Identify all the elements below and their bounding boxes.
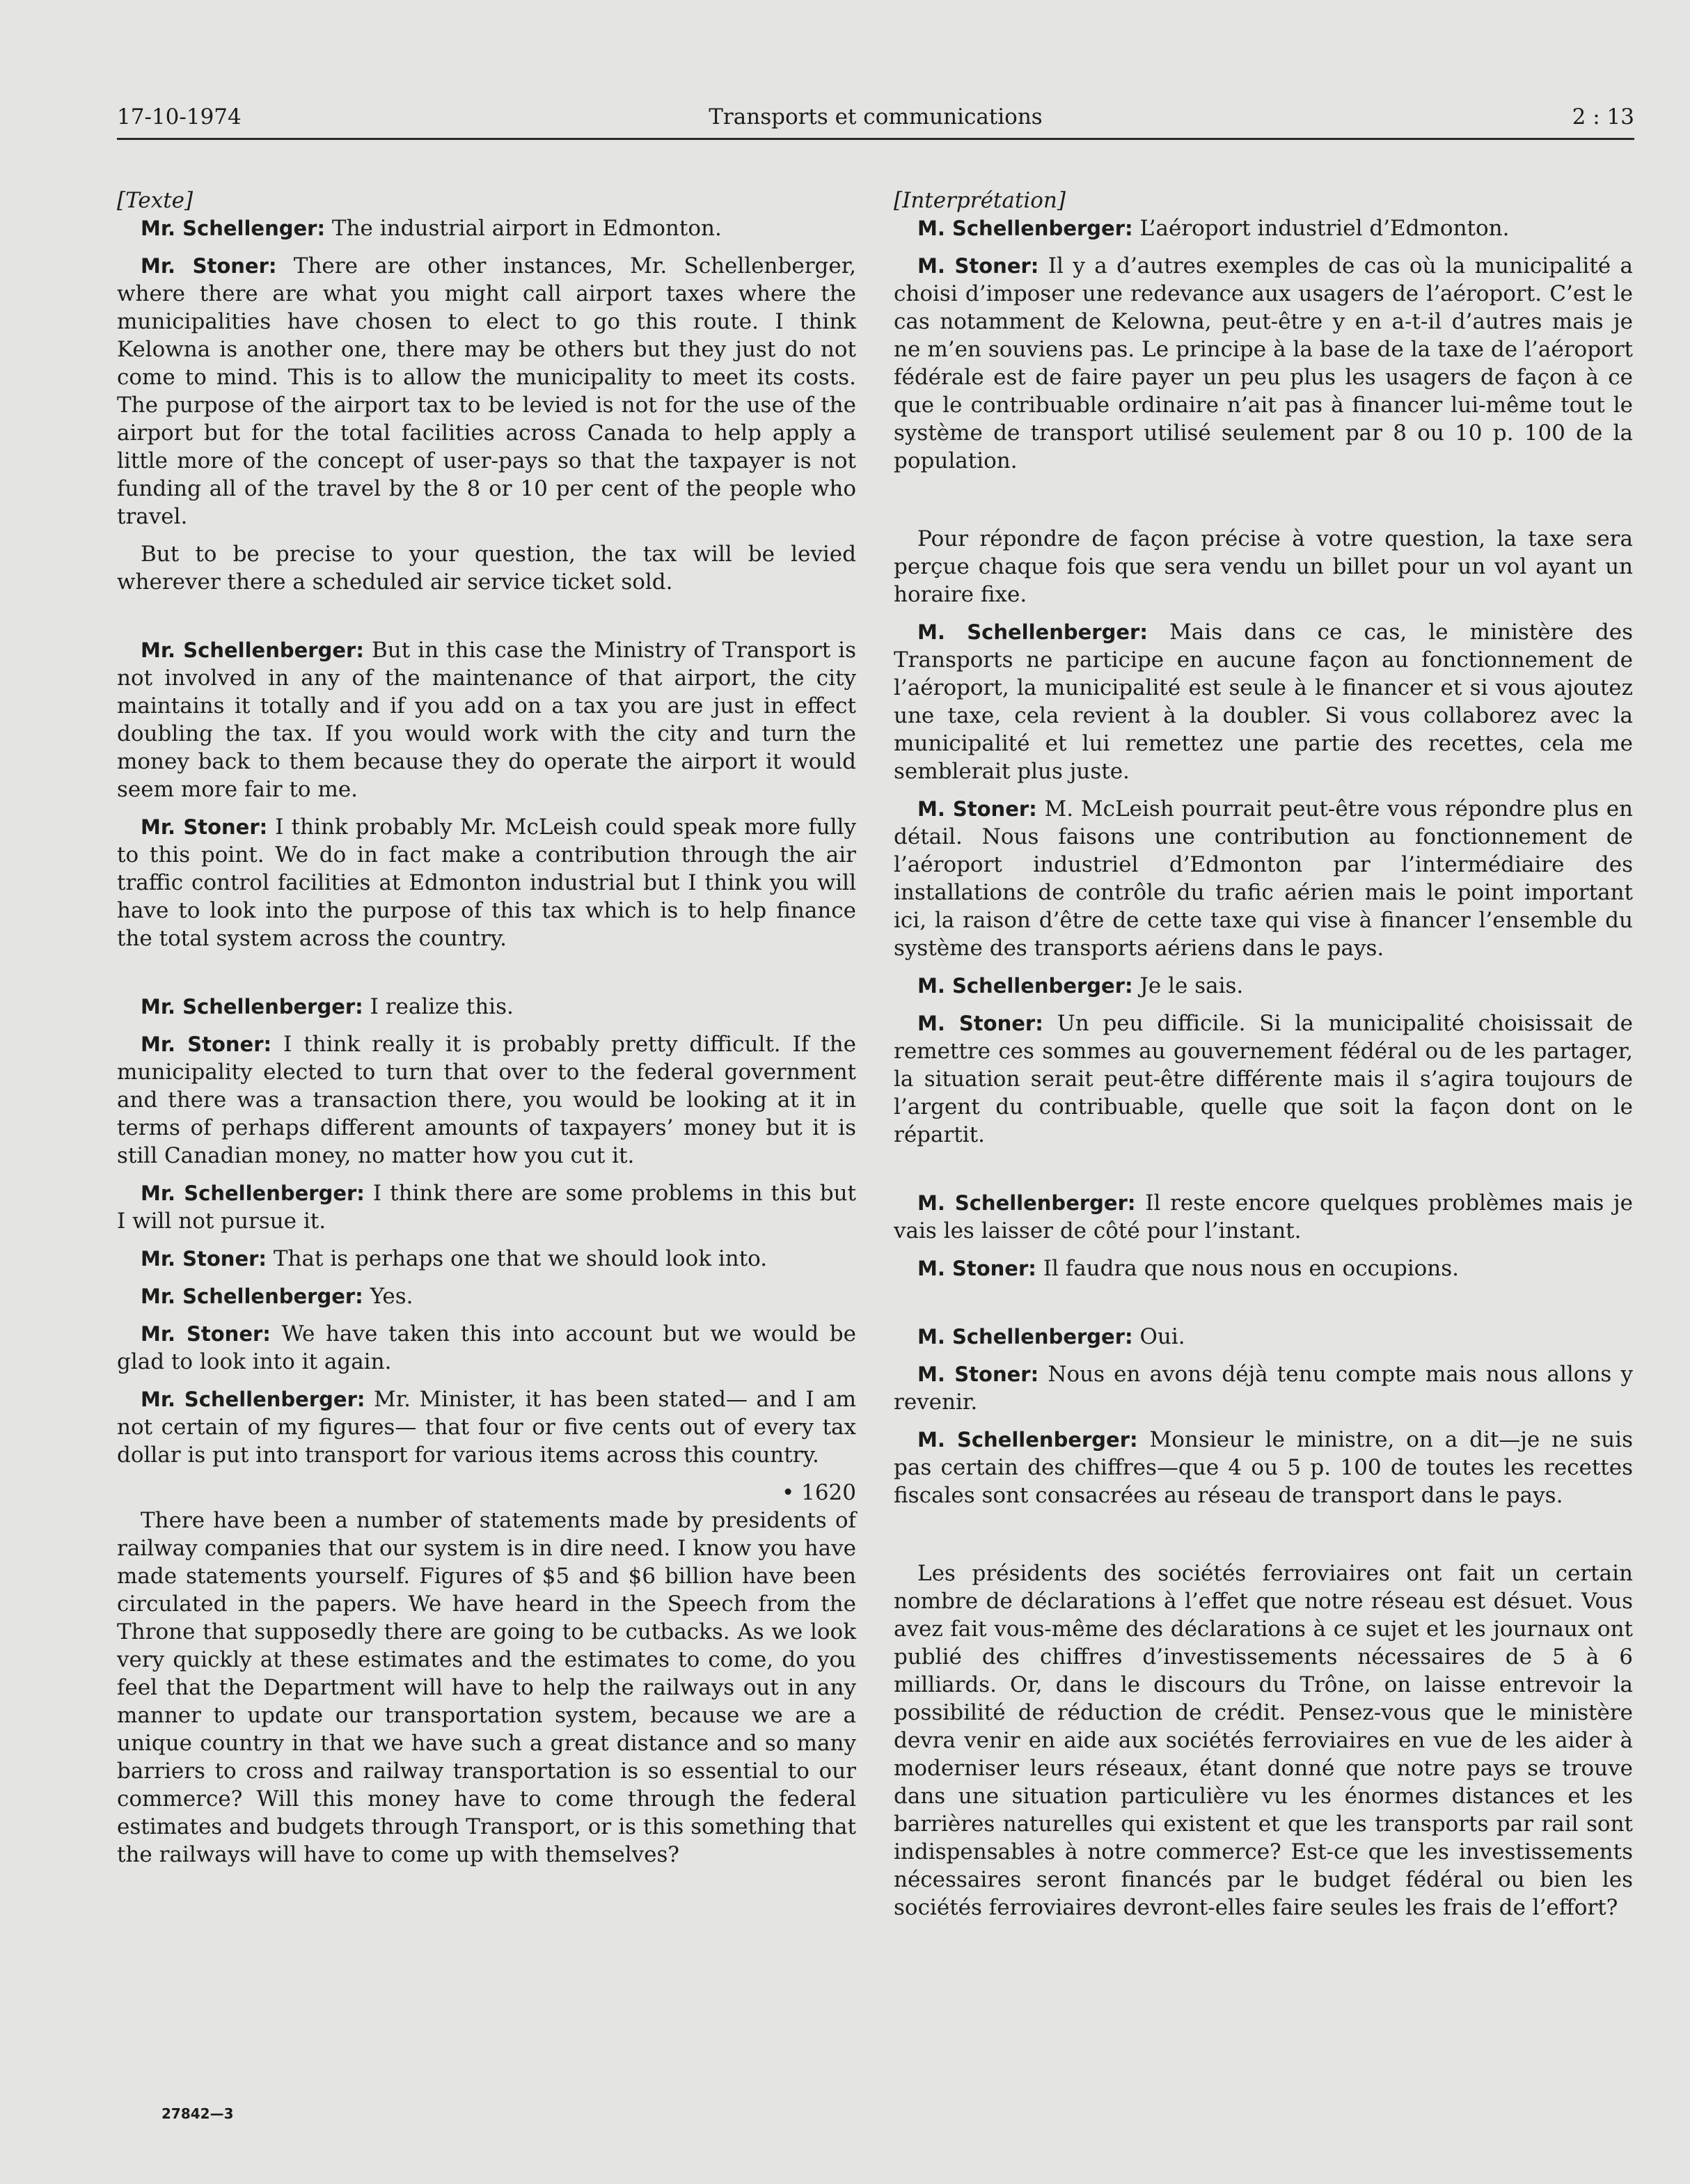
paragraph [894,795,1633,962]
speech-text: We have taken this into account but we would be glad to look into it again. [117,1321,856,1374]
speaker-name: Mr. Schellenger: [141,217,326,240]
speech-text: The industrial airport in Edmonton. [325,216,722,241]
speech-text: There are other instances, Mr. Schellenberger, where there are what you might call airport taxes where the municipalities have chosen to elect to go this route. I think Kelowna is another one, there may be others but they just do not come to mind. This is to allow the municipality to meet its costs. The purpose of the airport tax to be levied is not for the use of the airport but for the total facilities across Canada to help apply a little more of the concept of user-pays so that the taxpayer is not funding all of the travel by the 8 or 10 per cent of the people who travel. [117,253,856,529]
header-page-number: 2 : 13 [1572,104,1634,129]
paragraph [117,1245,856,1273]
paragraph [894,1323,1633,1351]
paragraph [894,252,1633,475]
speaker-name: M. Schellenberger: [917,1191,1136,1215]
speaker-name: M. Schellenberger: [917,1325,1133,1349]
speaker-name: M. Stoner: [917,254,1039,278]
speaker-name: M. Schellenberger: [917,620,1148,644]
page-header [117,104,1634,136]
speech-text: Un peu difficile. Si la municipalité choisissait de remettre ces sommes au gouvernement fédéral ou de les partager, la situation serait peut-être différente mais il s’agira toujours de l’argent du contribuable, quelle que soit la façon dont on le répartit. [894,1011,1634,1147]
paragraph [894,1255,1633,1282]
speech-text: Il faudra que nous nous en occupions. [1036,1256,1460,1281]
speech-text: But in this case the Ministry of Transport is not involved in any of the maintenance of that airport, the city maintains it totally and if you add on a tax you are just in effect doubling the tax. If you would work with the city and turn the money back to them because they do operate the airport it would seem more fair to me. [117,638,857,802]
french-column [894,187,1633,1922]
speech-text: I think probably Mr. McLeish could speak more fully to this point. We do in fact make a contribution through the air traffic control facilities at Edmonton industrial but I think you will have to look into the purpose of this tax which is to help finance the total system across the country. [117,815,856,951]
speech-text: Mr. Minister, it has been stated— and I am not certain of my figures— that four or five cents out of every tax dollar is put into transport for various items across this country. [117,1387,856,1468]
speaker-name: M. Stoner: [917,797,1037,821]
speech-text: M. McLeish pourrait peut-être vous répondre plus en détail. Nous faisons une contribution au fonctionnement de l’aéroport industriel d’Edmonton par l’intermédiaire des installations de contrôle du trafic aérien mais le point important ici, la raison d’être de cette taxe qui vise à financer l’ensemble du système des transports aériens dans le pays. [894,796,1633,961]
paragraph [117,1385,856,1469]
paragraph [117,636,856,803]
speech-text: Yes. [363,1284,413,1309]
speaker-name: Mr. Stoner: [141,815,268,839]
paragraph [117,214,856,242]
paragraph [894,1426,1633,1509]
paragraph [894,214,1633,242]
column-heading: [Interprétation] [894,188,1066,213]
paragraph [894,618,1633,785]
header-title: Transports et communications [709,104,1043,129]
paragraph [894,1360,1633,1416]
paragraph [117,1320,856,1376]
paragraph: Les présidents des sociétés ferroviaires ont fait un certain nombre de déclarations à l’effet que notre réseau est désuet. Vous avez fait vous-même des déclarations à ce sujet et les journaux ont publié des chiffres d’investissements nécessaires de 5 à 6 milliards. Or, dans le discours du Trône, on laisse entrevoir la possibilité de réduction de crédit. Pensez-vous que le ministère devra venir en aide aux sociétés ferroviaires en vue de les aider à moderniser leurs réseaux, étant donné que notre pays se trouve dans une situation particulière vu les énormes distances et les barrières naturelles qui existent et que les transports par rail sont indispensables à notre commerce? Est-ce que les investissements nécessaires seront financés par le budget fédéral ou bien les sociétés ferroviaires devront-elles faire seules les frais de l’effort? [894,1561,1633,1920]
speaker-name: Mr. Schellenberger: [141,995,363,1019]
speech-text: Mais dans ce cas, le ministère des Transports ne participe en aucune façon au fonctionnement de l’aéroport, la municipalité est seule à le financer et si vous ajoutez une taxe, cela revient à la doubler. Si vous collaborez avec la municipalité et lui remettez une partie des recettes, cela me semblerait plus juste. [894,620,1633,784]
speaker-name: Mr. Stoner: [141,254,277,278]
time-marker: • 1620 [781,1480,856,1505]
speech-text: L’aéroport industriel d’Edmonton. [1132,216,1510,241]
speaker-name: M. Schellenberger: [917,974,1133,998]
speech-text: Oui. [1132,1324,1185,1349]
speaker-name: Mr. Stoner: [141,1032,272,1056]
speaker-name: M. Schellenberger: [917,1428,1138,1452]
speaker-name: Mr. Stoner: [141,1322,271,1346]
paragraph [117,252,856,531]
paragraph: There have been a number of statements made by presidents of railway companies that our system is in dire need. I know you have made statements yourself. Figures of $5 and $6 billion have been circulated in the papers. We have heard in the Speech from the Throne that supposedly there are going to be cutbacks. As we look very quickly at these estimates and the estimates to come, do you feel that the Department will have to help the railways out in any manner to update our transportation system, because we are a unique country in that we have such a great distance and so many barriers to cross and railway transportation is so essential to our commerce? Will this money have to come through the federal estimates and budgets through Transport, or is this something that the railways will have to come up with themselves? [117,1508,856,1867]
speech-text: Je le sais. [1132,973,1244,998]
paragraph: But to be precise to your question, the tax will be levied wherever there a scheduled air service ticket sold. [117,542,856,595]
speech-text: Il y a d’autres exemples de cas où la municipalité a choisi d’imposer une redevance aux usagers de l’aéroport. C’est le cas notamment de Kelowna, peut-être y en a-t-il d’autres mais je ne m’en souviens pas. Le principe à la base de la taxe de l’aéroport fédérale est de faire payer un peu plus les usagers de façon à ce que le contribuable ordinaire n’ait pas à financer lui-même tout le système de transport utilisé seulement par 8 ou 10 p. 100 de la population. [894,253,1633,473]
english-column [117,187,856,1869]
paragraph [117,813,856,952]
paragraph [894,1189,1633,1245]
speaker-name: Mr. Stoner: [141,1247,267,1271]
speaker-name: Mr. Schellenberger: [141,638,364,662]
paragraph [117,1282,856,1310]
speaker-name: Mr. Schellenberger: [141,1285,363,1308]
paragraph [117,1030,856,1170]
paragraph [117,1179,856,1235]
speaker-name: Mr. Schellenberger: [141,1388,365,1411]
speech-text: I think really it is probably pretty difficult. If the municipality elected to turn that over to the federal government and there was a transaction there, you would be looking at it in terms of perhaps different amounts of taxpayers’ money but it is still Canadian money, no matter how you cut it. [117,1032,856,1168]
paragraph [117,993,856,1021]
footer-code: 27842—3 [161,2105,234,2122]
speaker-name: M. Stoner: [917,1362,1039,1386]
speech-text: That is perhaps one that we should look into. [267,1246,768,1271]
speech-text: Il reste encore quelques problèmes mais je vais les laisser de côté pour l’instant. [894,1191,1633,1243]
paragraph [894,1009,1633,1149]
speaker-name: M. Stoner: [917,1257,1036,1280]
speaker-name: M. Stoner: [917,1012,1043,1035]
header-rule [117,138,1634,140]
speech-text: Monsieur le ministre, on a dit—je ne suis pas certain des chiffres—que 4 ou 5 p. 100 de toutes les recettes fiscales sont consacrées au réseau de transport dans le pays. [894,1427,1633,1508]
paragraph: Pour répondre de façon précise à votre question, la taxe sera perçue chaque fois que sera vendu un billet pour un vol ayant un horaire fixe. [894,526,1633,607]
speech-text: I think there are some problems in this but I will not pursue it. [117,1181,857,1234]
speech-text: Nous en avons déjà tenu compte mais nous allons y revenir. [894,1362,1633,1415]
paragraph [894,972,1633,1000]
column-heading: [Texte] [117,188,194,213]
speech-text: I realize this. [363,994,514,1019]
speaker-name: Mr. Schellenberger: [141,1181,365,1205]
speaker-name: M. Schellenberger: [917,217,1133,240]
header-date: 17-10-1974 [117,104,242,129]
